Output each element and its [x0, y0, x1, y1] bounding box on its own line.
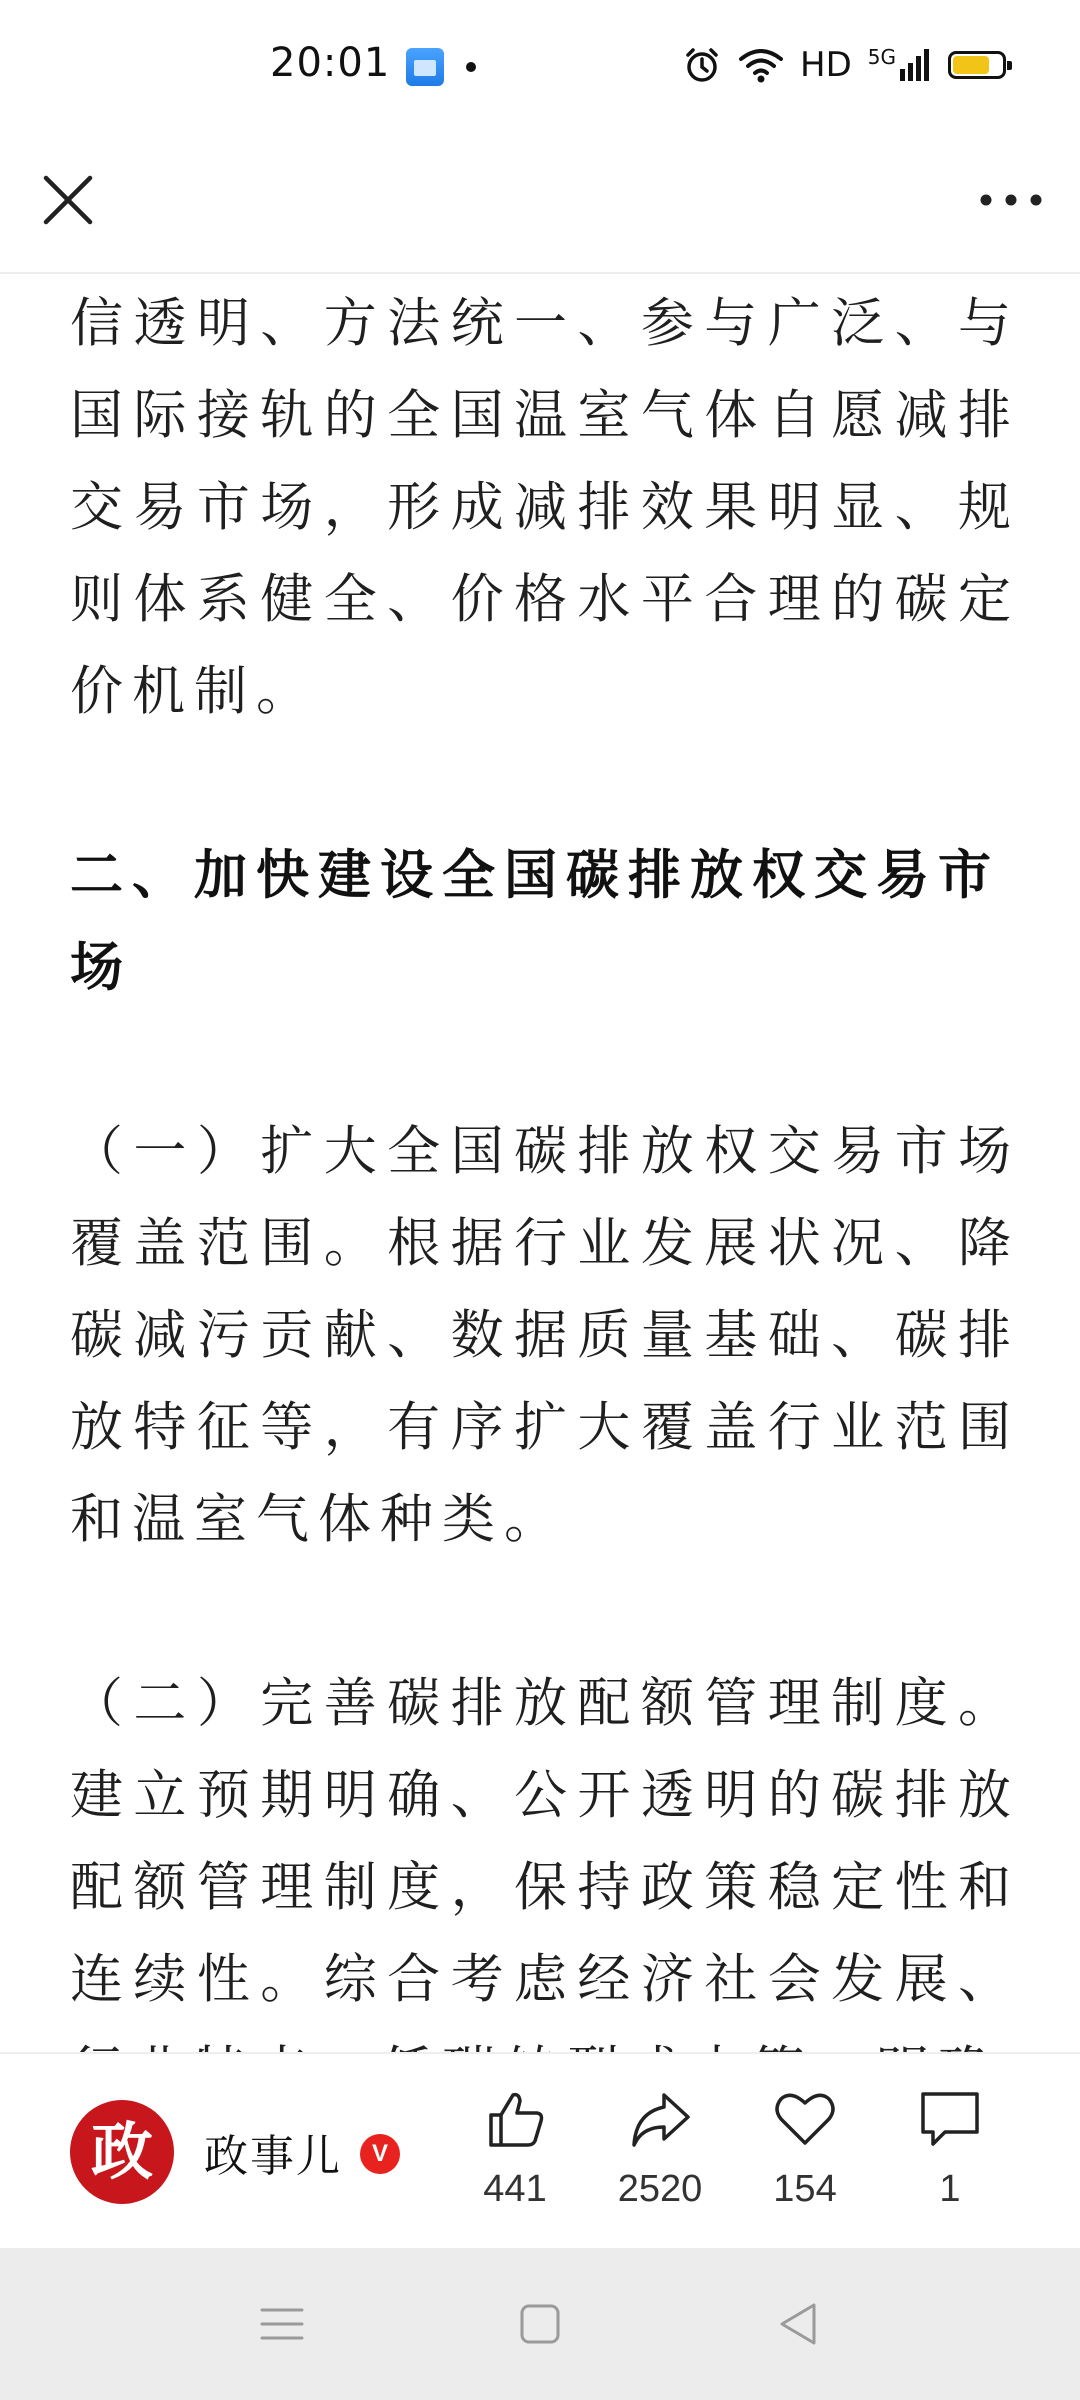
article-body[interactable]: [0, 274, 1080, 2052]
share-count: 2520: [617, 2168, 703, 2210]
notification-dot-icon: [466, 62, 476, 72]
article-section-heading: 二、加快建设全国碳排放权交易市场: [70, 845, 1000, 998]
nav-back-button[interactable]: [768, 2294, 828, 2354]
status-time: 20:01: [270, 40, 391, 86]
comment-button[interactable]: [885, 2084, 1015, 2224]
status-icons: [682, 40, 1006, 90]
author-avatar[interactable]: [70, 2100, 174, 2204]
article-paragraph: （二）完善碳排放配额管理制度。建立预期明确、公开透明的碳排放配额管理制度，保持政策稳定性和连续性。综合考虑经济社会发展、: [70, 1673, 1020, 2010]
favorite-button[interactable]: [740, 2084, 870, 2224]
nav-menu-button[interactable]: [252, 2294, 312, 2354]
nav-home-button[interactable]: [510, 2294, 570, 2354]
article-paragraph: 信透明、方法统一、参与广泛、与国际接轨的全国温室气体自愿减排交易市场，形成减排效果明显、规则体系健全、价格水平合理的碳定价机制。: [70, 293, 1020, 722]
article-top-bar: [0, 130, 1080, 274]
verified-badge-icon: V: [360, 2134, 400, 2174]
share-arrow-icon: [628, 2087, 692, 2151]
network-label: HD: [800, 45, 852, 85]
home-square-icon: [519, 2303, 561, 2345]
files-app-notification-icon: [406, 48, 444, 86]
close-icon: [42, 174, 94, 226]
close-button[interactable]: [28, 160, 108, 240]
article-paragraph: （一）扩大全国碳排放权交易市场覆盖范围。根据行业发展状况、降碳减污贡献、数据质量基础、碳排放特征等，有序扩大覆盖行业范围和温室气体种类。: [70, 1121, 1020, 1550]
like-button[interactable]: [450, 2084, 580, 2224]
back-triangle-icon: [776, 2301, 820, 2347]
battery-icon: [948, 51, 1006, 79]
alarm-icon: [682, 45, 722, 85]
author-name[interactable]: 政事儿: [204, 2131, 342, 2182]
more-options-button[interactable]: [966, 160, 1056, 240]
signal-bars-icon: [898, 47, 932, 83]
heart-icon: [773, 2087, 837, 2151]
favorite-count: 154: [773, 2168, 837, 2210]
system-nav-bar: [0, 2248, 1080, 2400]
wifi-icon: [738, 45, 784, 85]
more-dots-icon: [979, 193, 1043, 207]
comment-count: 1: [939, 2168, 961, 2210]
status-bar: [0, 0, 1080, 130]
author-avatar-text: 政: [90, 2115, 153, 2188]
cell-signal-icon: [868, 47, 932, 83]
like-count: 441: [483, 2168, 547, 2210]
menu-icon: [260, 2304, 304, 2344]
share-button[interactable]: [595, 2084, 725, 2224]
article-action-bar: [0, 2052, 1080, 2248]
comment-bubble-icon: [917, 2088, 983, 2150]
thumbs-up-icon: [483, 2087, 547, 2151]
signal-label: 5G: [867, 45, 896, 69]
